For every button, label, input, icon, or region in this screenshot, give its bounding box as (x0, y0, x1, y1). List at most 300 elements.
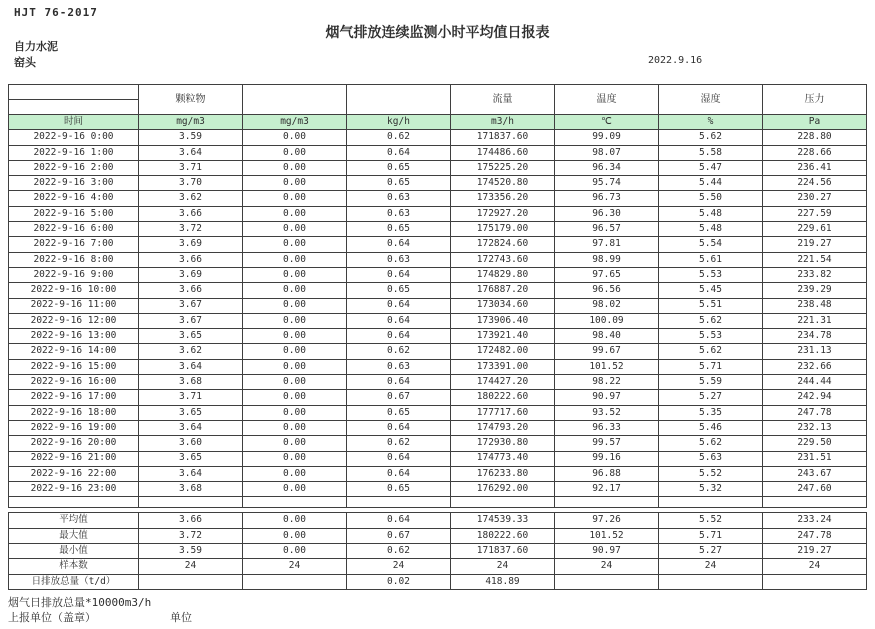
cell: 247.78 (763, 405, 867, 420)
cell: 0.00 (243, 160, 347, 175)
cell: 24 (139, 559, 243, 574)
cell: 3.62 (139, 191, 243, 206)
group-header-pressure: 压力 (763, 85, 867, 115)
group-header-flow: 流量 (451, 85, 555, 115)
table-row (9, 482, 867, 497)
table-row (9, 145, 867, 160)
cell: 219.27 (763, 237, 867, 252)
cell: 0.64 (347, 375, 451, 390)
cell: 2022-9-16 15:00 (9, 359, 139, 374)
cell (139, 497, 243, 508)
cell (659, 574, 763, 589)
cell: 96.88 (555, 466, 659, 481)
cell: 228.80 (763, 130, 867, 145)
cell: 2022-9-16 17:00 (9, 390, 139, 405)
cell: 171837.60 (451, 544, 555, 559)
cell: 5.62 (659, 313, 763, 328)
cell: 174539.33 (451, 513, 555, 528)
data-rows-body (9, 130, 867, 497)
cell: 99.09 (555, 130, 659, 145)
unit-header-m3h: m3/h (451, 115, 555, 130)
cell: 2022-9-16 18:00 (9, 405, 139, 420)
cell: 最小值 (9, 544, 139, 559)
table-row (9, 513, 867, 528)
cell: 5.27 (659, 390, 763, 405)
cell: 172930.80 (451, 436, 555, 451)
cell: 0.64 (347, 513, 451, 528)
cell: 3.69 (139, 237, 243, 252)
cell: 229.50 (763, 436, 867, 451)
cell: 173034.60 (451, 298, 555, 313)
table-row (9, 559, 867, 574)
cell: 5.32 (659, 482, 763, 497)
cell: 98.40 (555, 329, 659, 344)
cell: 0.00 (243, 329, 347, 344)
cell: 239.29 (763, 283, 867, 298)
cell: 0.00 (243, 267, 347, 282)
cell: 5.62 (659, 130, 763, 145)
cell: 3.65 (139, 451, 243, 466)
cell: 3.66 (139, 252, 243, 267)
cell: 0.00 (243, 313, 347, 328)
cell: 0.00 (243, 513, 347, 528)
cell: 227.59 (763, 206, 867, 221)
cell: 3.71 (139, 160, 243, 175)
table-row (9, 237, 867, 252)
cell (9, 497, 139, 508)
cell: 平均值 (9, 513, 139, 528)
cell: 228.66 (763, 145, 867, 160)
cell: 101.52 (555, 359, 659, 374)
cell: 5.46 (659, 420, 763, 435)
cell: 0.64 (347, 267, 451, 282)
cell: 0.00 (243, 206, 347, 221)
cell: 0.63 (347, 191, 451, 206)
cell: 0.63 (347, 206, 451, 221)
cell: 2022-9-16 9:00 (9, 267, 139, 282)
unit-header-mgm3-1: mg/m3 (139, 115, 243, 130)
cell: 3.64 (139, 145, 243, 160)
unit-header-mgm3-2: mg/m3 (243, 115, 347, 130)
cell: 0.65 (347, 283, 451, 298)
cell: 98.99 (555, 252, 659, 267)
unit-header-celsius: ℃ (555, 115, 659, 130)
cell: 0.00 (243, 375, 347, 390)
cell: 92.17 (555, 482, 659, 497)
cell: 180222.60 (451, 390, 555, 405)
cell: 2022-9-16 2:00 (9, 160, 139, 175)
cell: 174520.80 (451, 176, 555, 191)
cell: 0.64 (347, 313, 451, 328)
cell: 3.62 (139, 344, 243, 359)
report-date: 2022.9.16 (648, 55, 703, 66)
empty-row (9, 497, 867, 508)
cell: 97.81 (555, 237, 659, 252)
cell (763, 497, 867, 508)
table-row (9, 420, 867, 435)
cell: 99.67 (555, 344, 659, 359)
cell: 5.61 (659, 252, 763, 267)
cell: 229.61 (763, 222, 867, 237)
group-header-row (9, 85, 867, 115)
cell: 176233.80 (451, 466, 555, 481)
cell: 24 (451, 559, 555, 574)
cell (763, 574, 867, 589)
table-row (9, 160, 867, 175)
table-row (9, 130, 867, 145)
cell: 5.58 (659, 145, 763, 160)
cell: 98.22 (555, 375, 659, 390)
cell: 0.00 (243, 222, 347, 237)
group-header-temperature: 温度 (555, 85, 659, 115)
cell (555, 574, 659, 589)
table-row (9, 191, 867, 206)
time-header-split-cell (9, 85, 139, 115)
cell: 234.78 (763, 329, 867, 344)
cell: 0.00 (243, 191, 347, 206)
unit-header-percent: % (659, 115, 763, 130)
cell: 2022-9-16 4:00 (9, 191, 139, 206)
table-row (9, 206, 867, 221)
cell: 3.64 (139, 466, 243, 481)
cell: 2022-9-16 21:00 (9, 451, 139, 466)
cell: 96.73 (555, 191, 659, 206)
table-row (9, 329, 867, 344)
group-header-humidity: 湿度 (659, 85, 763, 115)
cell: 95.74 (555, 176, 659, 191)
table-row (9, 390, 867, 405)
cell: 3.65 (139, 329, 243, 344)
cell: 0.00 (243, 344, 347, 359)
company-name: 自力水泥 (14, 40, 58, 53)
cell: 24 (347, 559, 451, 574)
cell: 180222.60 (451, 528, 555, 543)
cell: 0.65 (347, 176, 451, 191)
cell: 230.27 (763, 191, 867, 206)
cell: 98.07 (555, 145, 659, 160)
cell: 96.33 (555, 420, 659, 435)
cell: 233.82 (763, 267, 867, 282)
cell: 0.62 (347, 130, 451, 145)
cell: 100.09 (555, 313, 659, 328)
cell: 0.00 (243, 176, 347, 191)
cell: 172743.60 (451, 252, 555, 267)
cell: 0.67 (347, 390, 451, 405)
cell: 0.62 (347, 544, 451, 559)
group-header-blank-1 (243, 85, 347, 115)
cell: 173906.40 (451, 313, 555, 328)
cell: 171837.60 (451, 130, 555, 145)
table-row (9, 466, 867, 481)
cell: 90.97 (555, 544, 659, 559)
cell: 5.52 (659, 513, 763, 528)
report-table-area (8, 84, 866, 590)
unit-header-pa: Pa (763, 115, 867, 130)
cell: 5.53 (659, 267, 763, 282)
cell: 2022-9-16 11:00 (9, 298, 139, 313)
table-row (9, 298, 867, 313)
cell: 5.71 (659, 359, 763, 374)
cell: 2022-9-16 13:00 (9, 329, 139, 344)
cell: 5.50 (659, 191, 763, 206)
cell: 24 (243, 559, 347, 574)
cell: 0.00 (243, 130, 347, 145)
cell: 5.62 (659, 436, 763, 451)
cell: 174427.20 (451, 375, 555, 390)
cell: 0.64 (347, 298, 451, 313)
cell: 172927.20 (451, 206, 555, 221)
group-header-particulate: 颗粒物 (139, 85, 243, 115)
cell (451, 497, 555, 508)
unit-header-kgh: kg/h (347, 115, 451, 130)
cell: 3.59 (139, 130, 243, 145)
cell: 3.64 (139, 420, 243, 435)
cell: 2022-9-16 23:00 (9, 482, 139, 497)
cell: 5.53 (659, 329, 763, 344)
footnote-reporting-unit: 上报单位（盖章） (8, 611, 96, 624)
cell: 5.59 (659, 375, 763, 390)
station-name: 窑头 (14, 56, 36, 69)
cell: 247.60 (763, 482, 867, 497)
cell: 2022-9-16 7:00 (9, 237, 139, 252)
cell: 99.57 (555, 436, 659, 451)
cell: 0.00 (243, 451, 347, 466)
cell: 0.65 (347, 405, 451, 420)
cell: 0.00 (243, 482, 347, 497)
cell: 3.65 (139, 405, 243, 420)
table-row (9, 313, 867, 328)
cell: 174773.40 (451, 451, 555, 466)
cell: 243.67 (763, 466, 867, 481)
cell: 0.63 (347, 252, 451, 267)
cell: 418.89 (451, 574, 555, 589)
cell: 97.65 (555, 267, 659, 282)
table-row (9, 436, 867, 451)
cell: 5.71 (659, 528, 763, 543)
cell: 221.31 (763, 313, 867, 328)
cell: 232.66 (763, 359, 867, 374)
cell: 0.00 (243, 145, 347, 160)
cell: 0.00 (243, 405, 347, 420)
cell: 5.52 (659, 466, 763, 481)
cell: 3.70 (139, 176, 243, 191)
cell: 3.68 (139, 375, 243, 390)
cell: 98.02 (555, 298, 659, 313)
cell: 5.35 (659, 405, 763, 420)
table-row (9, 359, 867, 374)
table-row (9, 544, 867, 559)
cell: 3.72 (139, 222, 243, 237)
table-row (9, 344, 867, 359)
cell: 24 (659, 559, 763, 574)
cell: 175179.00 (451, 222, 555, 237)
cell: 97.26 (555, 513, 659, 528)
cell: 5.63 (659, 451, 763, 466)
cell: 0.64 (347, 466, 451, 481)
split-cell-top (9, 85, 138, 100)
cell: 2022-9-16 3:00 (9, 176, 139, 191)
cell: 173921.40 (451, 329, 555, 344)
cell: 0.02 (347, 574, 451, 589)
cell: 24 (555, 559, 659, 574)
table-row (9, 528, 867, 543)
cell: 2022-9-16 8:00 (9, 252, 139, 267)
cell: 231.13 (763, 344, 867, 359)
cell: 224.56 (763, 176, 867, 191)
cell: 177717.60 (451, 405, 555, 420)
cell (243, 497, 347, 508)
cell: 0.64 (347, 420, 451, 435)
unit-header-row (9, 115, 867, 130)
main-table (8, 84, 867, 508)
table-row (9, 222, 867, 237)
cell: 3.72 (139, 528, 243, 543)
cell: 3.67 (139, 298, 243, 313)
cell: 233.24 (763, 513, 867, 528)
table-row (9, 574, 867, 589)
cell: 0.00 (243, 237, 347, 252)
cell: 5.62 (659, 344, 763, 359)
cell: 0.62 (347, 436, 451, 451)
cell: 2022-9-16 12:00 (9, 313, 139, 328)
cell: 0.64 (347, 145, 451, 160)
cell: 96.57 (555, 222, 659, 237)
cell: 2022-9-16 16:00 (9, 375, 139, 390)
cell (347, 497, 451, 508)
cell: 3.68 (139, 482, 243, 497)
cell: 最大值 (9, 528, 139, 543)
cell: 0.00 (243, 528, 347, 543)
cell: 0.65 (347, 160, 451, 175)
cell: 174486.60 (451, 145, 555, 160)
cell: 5.51 (659, 298, 763, 313)
cell: 3.71 (139, 390, 243, 405)
cell: 172482.00 (451, 344, 555, 359)
cell: 5.54 (659, 237, 763, 252)
footnote-unit: 单位 (170, 611, 192, 624)
cell: 99.16 (555, 451, 659, 466)
cell: 2022-9-16 0:00 (9, 130, 139, 145)
table-row (9, 252, 867, 267)
table-row (9, 176, 867, 191)
cell: 93.52 (555, 405, 659, 420)
cell: 96.34 (555, 160, 659, 175)
cell: 2022-9-16 5:00 (9, 206, 139, 221)
cell: 0.00 (243, 466, 347, 481)
cell (139, 574, 243, 589)
cell: 3.66 (139, 283, 243, 298)
cell: 2022-9-16 1:00 (9, 145, 139, 160)
cell: 5.44 (659, 176, 763, 191)
cell (659, 497, 763, 508)
cell: 174793.20 (451, 420, 555, 435)
cell: 2022-9-16 19:00 (9, 420, 139, 435)
cell: 101.52 (555, 528, 659, 543)
footnote-flow-total: 烟气日排放总量*10000m3/h (8, 596, 152, 609)
table-row (9, 267, 867, 282)
cell: 172824.60 (451, 237, 555, 252)
summary-table (8, 512, 867, 589)
cell: 0.62 (347, 344, 451, 359)
cell: 0.00 (243, 420, 347, 435)
standard-number: HJT 76-2017 (14, 6, 98, 19)
cell: 175225.20 (451, 160, 555, 175)
cell: 231.51 (763, 451, 867, 466)
table-row (9, 283, 867, 298)
cell: 5.48 (659, 222, 763, 237)
cell: 5.45 (659, 283, 763, 298)
cell: 3.67 (139, 313, 243, 328)
cell: 日排放总量（t/d） (9, 574, 139, 589)
cell: 238.48 (763, 298, 867, 313)
cell: 样本数 (9, 559, 139, 574)
cell: 3.66 (139, 206, 243, 221)
cell: 24 (763, 559, 867, 574)
unit-header-time: 时间 (9, 115, 139, 130)
cell: 0.00 (243, 283, 347, 298)
cell: 5.47 (659, 160, 763, 175)
group-header-blank-2 (347, 85, 451, 115)
cell: 5.27 (659, 544, 763, 559)
cell: 247.78 (763, 528, 867, 543)
cell: 3.64 (139, 359, 243, 374)
cell: 0.64 (347, 329, 451, 344)
table-row (9, 375, 867, 390)
cell: 0.65 (347, 482, 451, 497)
cell: 232.13 (763, 420, 867, 435)
cell: 176292.00 (451, 482, 555, 497)
cell: 3.66 (139, 513, 243, 528)
cell: 3.69 (139, 267, 243, 282)
cell: 0.67 (347, 528, 451, 543)
cell: 244.44 (763, 375, 867, 390)
cell: 2022-9-16 20:00 (9, 436, 139, 451)
cell: 174829.80 (451, 267, 555, 282)
cell: 176887.20 (451, 283, 555, 298)
cell: 173356.20 (451, 191, 555, 206)
cell: 242.94 (763, 390, 867, 405)
cell: 0.00 (243, 436, 347, 451)
cell: 0.63 (347, 359, 451, 374)
cell (555, 497, 659, 508)
cell: 0.00 (243, 359, 347, 374)
cell: 236.41 (763, 160, 867, 175)
cell: 221.54 (763, 252, 867, 267)
cell: 0.65 (347, 222, 451, 237)
page-title: 烟气排放连续监测小时平均值日报表 (325, 25, 550, 41)
cell: 0.64 (347, 237, 451, 252)
cell: 0.00 (243, 298, 347, 313)
cell: 2022-9-16 14:00 (9, 344, 139, 359)
cell: 96.30 (555, 206, 659, 221)
cell: 0.00 (243, 390, 347, 405)
cell: 5.48 (659, 206, 763, 221)
cell: 0.00 (243, 252, 347, 267)
summary-rows-body (9, 513, 867, 589)
cell: 0.64 (347, 451, 451, 466)
cell: 2022-9-16 10:00 (9, 283, 139, 298)
cell: 90.97 (555, 390, 659, 405)
cell: 96.56 (555, 283, 659, 298)
cell (243, 574, 347, 589)
cell: 2022-9-16 6:00 (9, 222, 139, 237)
cell: 3.59 (139, 544, 243, 559)
cell: 2022-9-16 22:00 (9, 466, 139, 481)
cell: 3.60 (139, 436, 243, 451)
cell: 173391.00 (451, 359, 555, 374)
split-cell-bottom (9, 100, 138, 114)
table-row (9, 405, 867, 420)
